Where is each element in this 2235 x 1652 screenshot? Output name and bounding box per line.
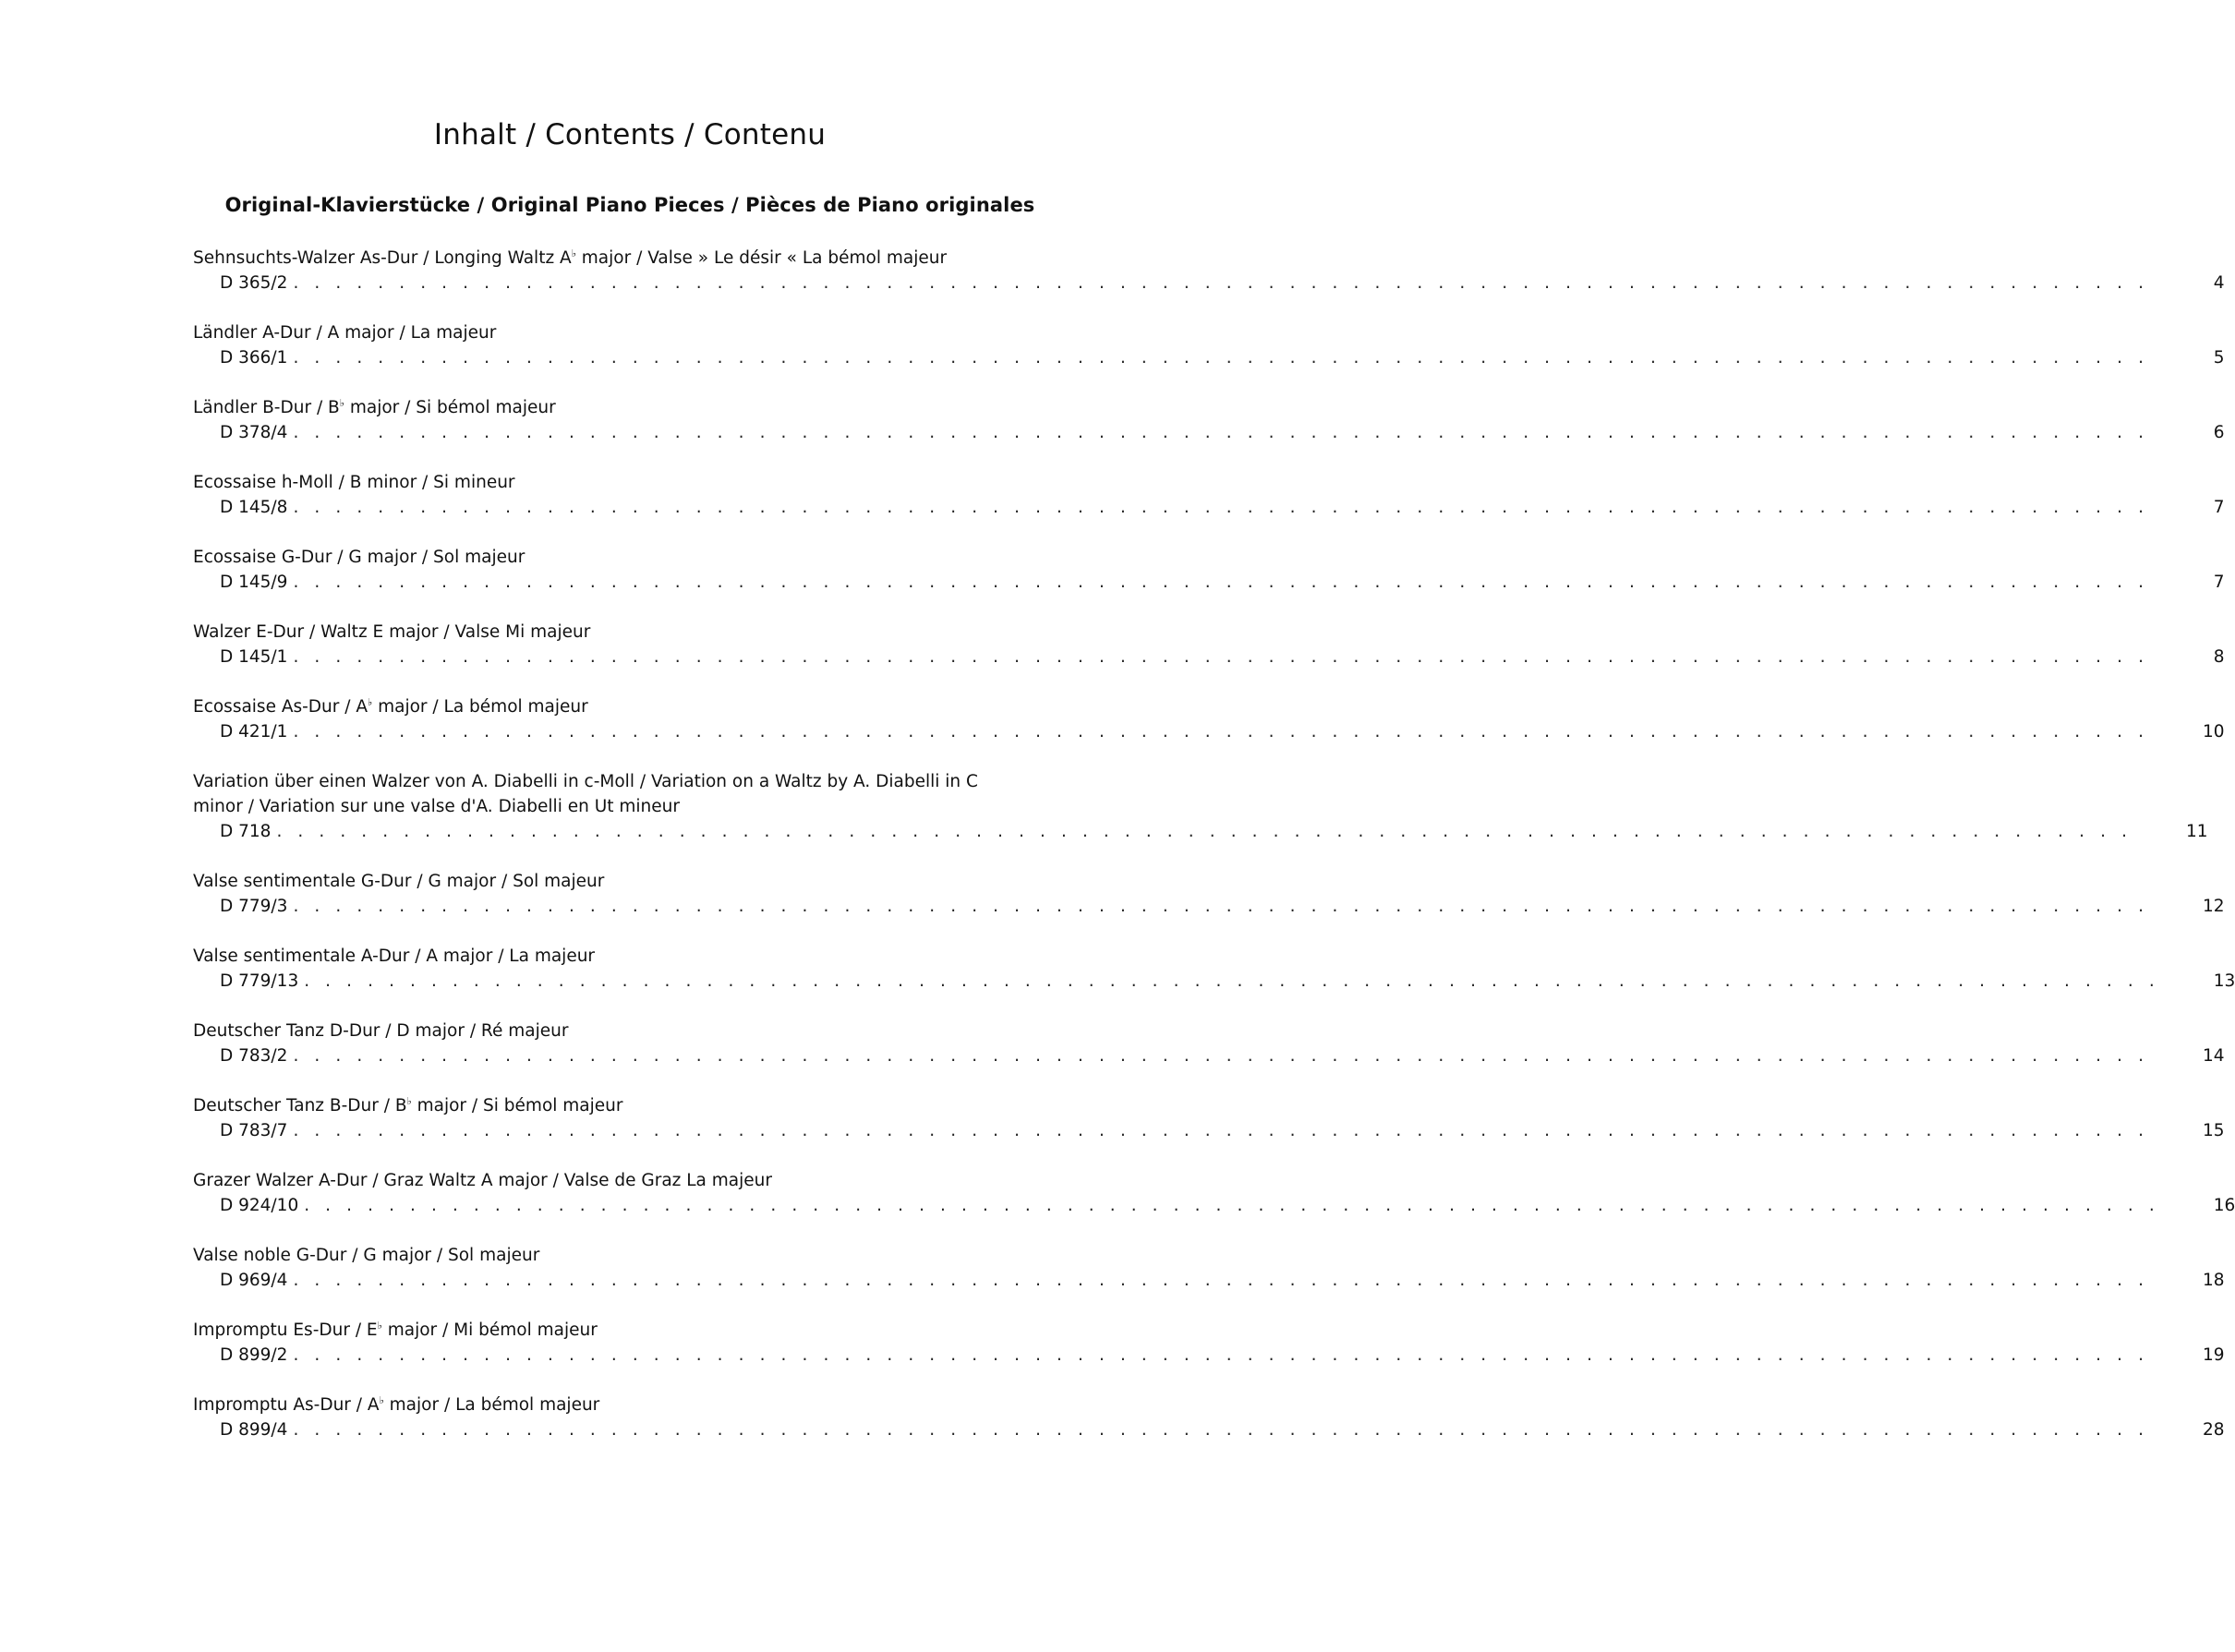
page-number[interactable]: 13 (2213, 971, 2235, 991)
dot-leader: . . . . . . . . . . . . . . . . . . . . . . . . . . . . . . . . . . . . . . . . . . . . . . . . . . . . . . . . . . . . . . . . . . . . . . . . . . . . . . . . . . . . . . . . (293, 1271, 2149, 1290)
toc-entry[interactable] (193, 694, 2225, 744)
dot-leader: . . . . . . . . . . . . . . . . . . . . . . . . . . . . . . . . . . . . . . . . . . . . . . . . . . . . . . . . . . . . . . . . . . . . . . . . . . . . . . . . . . . . . . . . (293, 498, 2149, 517)
catalog-number: D 899/2 (193, 1343, 293, 1368)
page-number[interactable]: 4 (2213, 273, 2225, 293)
entry-title (193, 1093, 1067, 1118)
dot-leader: . . . . . . . . . . . . . . . . . . . . . . . . . . . . . . . . . . . . . . . . . . . . . . . . . . . . . . . . . . . . . . . . . . . . . . . . . . . . . . . . . . . . . . . . (293, 647, 2149, 667)
dot-leader: . . . . . . . . . . . . . . . . . . . . . . . . . . . . . . . . . . . . . . . . . . . . . . . . . . . . . . . . . . . . . . . . . . . . . . . . . . . . . . . . . . . . . . . . (293, 1420, 2149, 1440)
catalog-number: D 145/9 (193, 570, 293, 595)
entry-title-pre: Valse sentimentale A-Dur / A major / La majeur (193, 947, 596, 966)
entry-title-pre: Sehnsuchts-Walzer As-Dur / Longing Waltz A (193, 248, 572, 268)
entry-title-pre: Deutscher Tanz D-Dur / D major / Ré majeur (193, 1021, 569, 1041)
catalog-number: D 145/1 (193, 645, 293, 669)
catalog-number: D 899/4 (193, 1417, 293, 1442)
catalog-number: D 366/1 (193, 345, 293, 370)
catalog-number: D 421/1 (193, 719, 293, 744)
dot-leader: . . . . . . . . . . . . . . . . . . . . . . . . . . . . . . . . . . . . . . . . . . . . . . . . . . . . . . . . . . . . . . . . . . . . . . . . . . . . . . . . . . . . . . . . (304, 971, 2160, 991)
entry-title (193, 869, 1067, 894)
entry-title-pre: Variation über einen Walzer von A. Diabelli in c-Moll / Variation on a Waltz by A. Diabelli in C minor / Variation sur une valse d'A. Diabelli en Ut mineur (193, 772, 978, 816)
catalog-number: D 783/2 (193, 1043, 293, 1068)
dot-leader: . . . . . . . . . . . . . . . . . . . . . . . . . . . . . . . . . . . . . . . . . . . . . . . . . . . . . . . . . . . . . . . . . . . . . . . . . . . . . . . . . . . . . . . . (293, 573, 2149, 592)
catalog-number: D 718 (193, 819, 276, 844)
entry-reference-line (193, 1118, 2225, 1143)
flat-sign-icon: ♭ (571, 247, 576, 259)
entry-title-pre: Walzer E-Dur / Waltz E major / Valse Mi majeur (193, 622, 591, 642)
dot-leader: . . . . . . . . . . . . . . . . . . . . . . . . . . . . . . . . . . . . . . . . . . . . . . . . . . . . . . . . . . . . . . . . . . . . . . . . . . . . . . . . . . . . . . . . (293, 897, 2149, 916)
page-number[interactable]: 15 (2203, 1121, 2225, 1140)
entry-title-pre: Valse sentimentale G-Dur / G major / Sol majeur (193, 872, 605, 891)
flat-sign-icon: ♭ (377, 1320, 382, 1332)
entry-reference-line (193, 969, 2235, 994)
entry-title (193, 1168, 1067, 1193)
page-number[interactable]: 28 (2203, 1420, 2225, 1440)
page-number[interactable]: 18 (2203, 1271, 2225, 1290)
toc-entry[interactable] (193, 545, 2225, 595)
flat-sign-icon: ♭ (368, 696, 373, 708)
entry-title-pre: Ecossaise h-Moll / B minor / Si mineur (193, 473, 515, 492)
entry-reference-line (193, 645, 2225, 669)
entry-title (193, 620, 1067, 645)
entry-reference-line (193, 1043, 2225, 1068)
toc-entry[interactable] (193, 1243, 2225, 1293)
table-of-contents (193, 246, 2235, 1467)
toc-entry[interactable] (193, 620, 2225, 669)
entry-title (193, 545, 1067, 570)
entry-title-pre: Ecossaise G-Dur / G major / Sol majeur (193, 548, 526, 567)
entry-reference-line (193, 719, 2225, 744)
entry-reference-line (193, 894, 2225, 919)
catalog-number: D 378/4 (193, 420, 293, 445)
entry-title-pre: Grazer Walzer A-Dur / Graz Waltz A major / Valse de Graz La majeur (193, 1171, 772, 1190)
entry-reference-line (193, 570, 2225, 595)
entry-title-post: major / Si bémol majeur (344, 398, 556, 417)
catalog-number: D 783/7 (193, 1118, 293, 1143)
dot-leader: . . . . . . . . . . . . . . . . . . . . . . . . . . . . . . . . . . . . . . . . . . . . . . . . . . . . . . . . . . . . . . . . . . . . . . . . . . . . . . . . . . . . . . . . (293, 722, 2149, 742)
page-number[interactable]: 11 (2186, 822, 2208, 841)
entry-title (193, 769, 987, 819)
page-number[interactable]: 19 (2203, 1345, 2225, 1365)
toc-entry[interactable] (193, 1393, 2225, 1442)
catalog-number: D 779/13 (193, 969, 304, 994)
toc-entry[interactable] (193, 1168, 2235, 1218)
entry-title-pre: Ländler A-Dur / A major / La majeur (193, 323, 497, 343)
entry-title (193, 1393, 1067, 1417)
entry-title (193, 1243, 1067, 1268)
toc-entry[interactable] (193, 944, 2235, 994)
toc-entry[interactable] (193, 395, 2225, 445)
page-number[interactable]: 7 (2213, 573, 2225, 592)
entry-title (193, 320, 1067, 345)
toc-entry[interactable] (193, 1318, 2225, 1368)
dot-leader: . . . . . . . . . . . . . . . . . . . . . . . . . . . . . . . . . . . . . . . . . . . . . . . . . . . . . . . . . . . . . . . . . . . . . . . . . . . . . . . . . . . . . . . . (276, 822, 2132, 841)
entry-title (193, 470, 1067, 495)
entry-reference-line (193, 1343, 2225, 1368)
toc-entry[interactable] (193, 1019, 2225, 1068)
page-number[interactable]: 10 (2203, 722, 2225, 742)
entry-title-pre: Valse noble G-Dur / G major / Sol majeur (193, 1246, 540, 1265)
entry-title-pre: Impromptu As-Dur / A (193, 1395, 380, 1415)
flat-sign-icon: ♭ (379, 1394, 384, 1406)
toc-entry[interactable] (193, 769, 2208, 844)
dot-leader: . . . . . . . . . . . . . . . . . . . . . . . . . . . . . . . . . . . . . . . . . . . . . . . . . . . . . . . . . . . . . . . . . . . . . . . . . . . . . . . . . . . . . . . . (293, 1121, 2149, 1140)
entry-reference-line (193, 495, 2225, 520)
toc-entry[interactable] (193, 470, 2225, 520)
entry-reference-line (193, 1268, 2225, 1293)
entry-title-post: major / La bémol majeur (383, 1395, 600, 1415)
entry-title-pre: Ecossaise As-Dur / A (193, 697, 368, 717)
page-number[interactable]: 14 (2203, 1046, 2225, 1066)
page-number[interactable]: 7 (2213, 498, 2225, 517)
entry-title (193, 1019, 1067, 1043)
flat-sign-icon: ♭ (339, 397, 344, 409)
entry-reference-line (193, 1417, 2225, 1442)
entry-title-pre: Deutscher Tanz B-Dur / B (193, 1096, 407, 1115)
page-number[interactable]: 6 (2213, 423, 2225, 442)
toc-entry[interactable] (193, 1093, 2225, 1143)
dot-leader: . . . . . . . . . . . . . . . . . . . . . . . . . . . . . . . . . . . . . . . . . . . . . . . . . . . . . . . . . . . . . . . . . . . . . . . . . . . . . . . . . . . . . . . . (293, 273, 2149, 293)
entry-reference-line (193, 420, 2225, 445)
catalog-number: D 365/2 (193, 271, 293, 295)
entry-title (193, 1318, 1067, 1343)
catalog-number: D 779/3 (193, 894, 293, 919)
entry-title (193, 246, 1067, 271)
toc-entry[interactable] (193, 320, 2225, 370)
entry-title (193, 944, 1067, 969)
entry-title-post: major / Si bémol majeur (411, 1096, 623, 1115)
toc-entry[interactable] (193, 869, 2225, 919)
entry-reference-line (193, 819, 2208, 844)
dot-leader: . . . . . . . . . . . . . . . . . . . . . . . . . . . . . . . . . . . . . . . . . . . . . . . . . . . . . . . . . . . . . . . . . . . . . . . . . . . . . . . . . . . . . . . . (293, 1345, 2149, 1365)
toc-entry[interactable] (193, 246, 2225, 295)
entry-title-post: major / La bémol majeur (372, 697, 588, 717)
flat-sign-icon: ♭ (406, 1095, 412, 1107)
page-number[interactable]: 5 (2213, 348, 2225, 368)
catalog-number: D 969/4 (193, 1268, 293, 1293)
entry-title-post: major / Mi bémol majeur (381, 1320, 598, 1340)
entry-reference-line (193, 271, 2225, 295)
entry-reference-line (193, 1193, 2235, 1218)
catalog-number: D 924/10 (193, 1193, 304, 1218)
page-number[interactable]: 8 (2213, 647, 2225, 667)
dot-leader: . . . . . . . . . . . . . . . . . . . . . . . . . . . . . . . . . . . . . . . . . . . . . . . . . . . . . . . . . . . . . . . . . . . . . . . . . . . . . . . . . . . . . . . . (293, 423, 2149, 442)
entry-title (193, 395, 1067, 420)
entry-reference-line (193, 345, 2225, 370)
page-number[interactable]: 16 (2213, 1196, 2235, 1215)
entry-title-pre: Impromptu Es-Dur / E (193, 1320, 378, 1340)
entry-title-pre: Ländler B-Dur / B (193, 398, 340, 417)
dot-leader: . . . . . . . . . . . . . . . . . . . . . . . . . . . . . . . . . . . . . . . . . . . . . . . . . . . . . . . . . . . . . . . . . . . . . . . . . . . . . . . . . . . . . . . . (304, 1196, 2160, 1215)
section-title: Original-Klavierstücke / Original Piano Pieces / Pièces de Piano originales (224, 194, 1035, 216)
catalog-number: D 145/8 (193, 495, 293, 520)
page-number[interactable]: 12 (2203, 897, 2225, 916)
dot-leader: . . . . . . . . . . . . . . . . . . . . . . . . . . . . . . . . . . . . . . . . . . . . . . . . . . . . . . . . . . . . . . . . . . . . . . . . . . . . . . . . . . . . . . . . (293, 348, 2149, 368)
page-title: Inhalt / Contents / Contenu (433, 118, 827, 151)
dot-leader: . . . . . . . . . . . . . . . . . . . . . . . . . . . . . . . . . . . . . . . . . . . . . . . . . . . . . . . . . . . . . . . . . . . . . . . . . . . . . . . . . . . . . . . . (293, 1046, 2149, 1066)
entry-title (193, 694, 1067, 719)
entry-title-post: major / Valse » Le désir « La bémol majeur (575, 248, 948, 268)
